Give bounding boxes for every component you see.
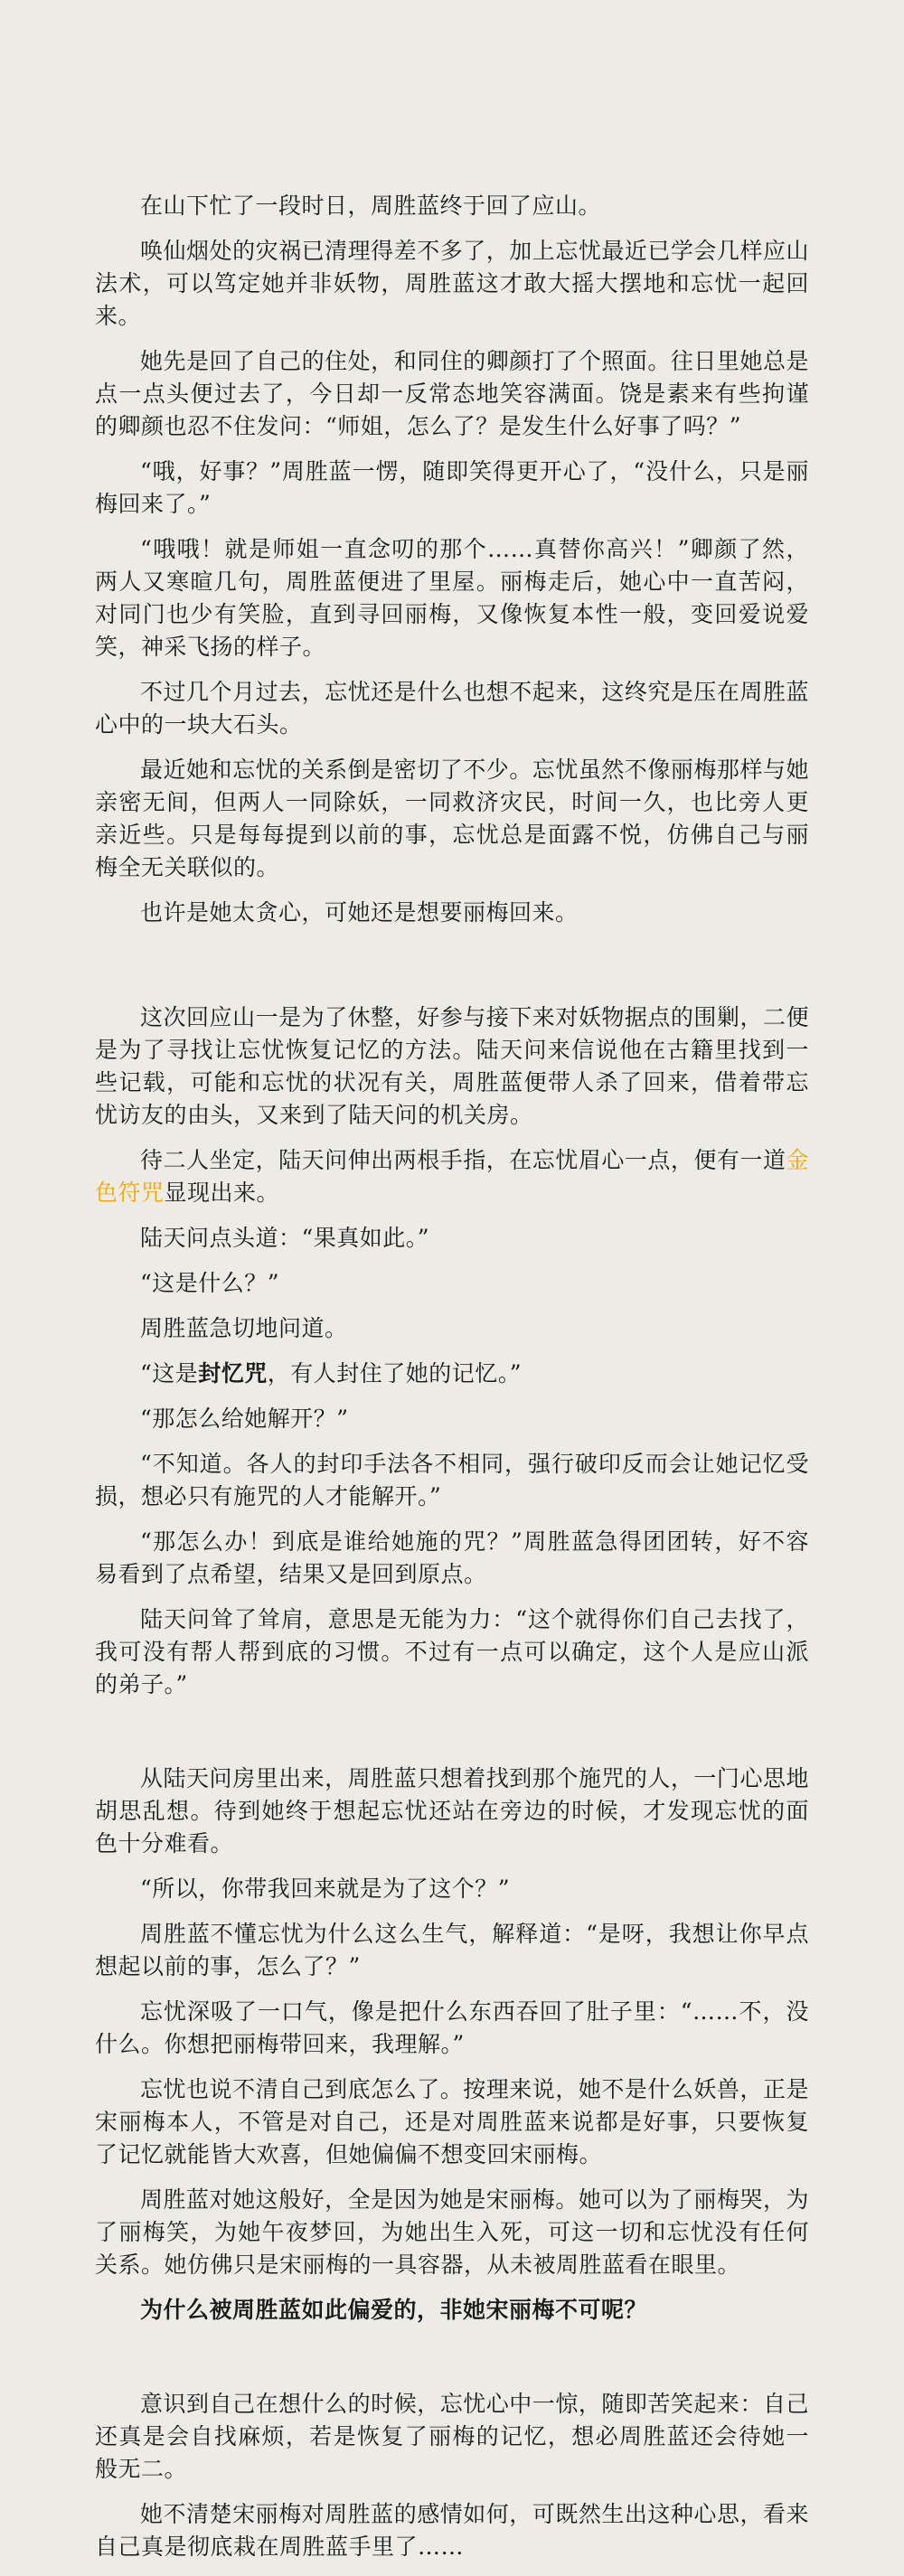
- paragraph: “哦哦！就是师姐一直念叨的那个……真替你高兴！”卿颜了然，两人又寒暄几句，周胜蓝便进了里屋。丽梅走后，她心中一直苦闷，对同门也少有笑脸，直到寻回丽梅，又像恢复本性一般，变回爱说爱笑，神采飞扬的样子。: [95, 536, 809, 660]
- section-gap: [95, 1714, 809, 1763]
- paragraph: 周胜蓝急切地问道。: [140, 1315, 348, 1341]
- paragraph: [95, 1358, 809, 1390]
- paragraph: 她先是回了自己的住处，和同住的卿颜打了个照面。往日里她总是点一点头便过去了，今日却一反常态地笑容满面。饶是素来有些拘谨的卿颜也忍不住发问：“师姐，怎么了？是发生什么好事了吗？”: [95, 348, 809, 439]
- paragraph: 她不清楚宋丽梅对周胜蓝的感情如何，可既然生出这种心思，看来自己真是彻底栽在周胜蓝手里了……: [95, 2501, 809, 2560]
- golden-talisman-highlight: 金色符咒: [95, 1147, 809, 1206]
- paragraph: 忘忧深吸了一口气，像是把什么东西吞回了肚子里：“……不，没什么。你想把丽梅带回来，我理解。”: [95, 1998, 809, 2057]
- paragraph: 陆天问耸了耸肩，意思是无能为力：“这个就得你们自己去找了，我可没有帮人帮到底的习惯。不过有一点可以确定，这个人是应山派的弟子。”: [95, 1606, 809, 1697]
- text-span: ，有人封住了她的记忆。”: [267, 1360, 523, 1387]
- text-span: 显现出来。: [164, 1180, 280, 1206]
- paragraph: 最近她和忘忧的关系倒是密切了不少。忘忧虽然不像丽梅那样与她亲密无间，但两人一同除妖，一同救济灾民，时间一久，也比旁人更亲近些。只是每每提到以前的事，忘忧总是面露不悦，仿佛自己与丽梅全无关联似的。: [95, 757, 809, 880]
- paragraph: 周胜蓝对她这般好，全是因为她是宋丽梅。她可以为了丽梅哭，为了丽梅笑，为她午夜梦回，为她出生入死，可这一切和忘忧没有任何关系。她仿佛只是宋丽梅的一具容器，从未被周胜蓝看在眼里。: [95, 2186, 809, 2278]
- paragraph: “所以，你带我回来就是为了这个？”: [140, 1876, 511, 1902]
- paragraph: 也许是她太贪心，可她还是想要丽梅回来。: [140, 899, 579, 926]
- paragraph: “这是什么？”: [140, 1270, 280, 1296]
- paragraph: [95, 1144, 809, 1209]
- paragraph: 这次回应山一是为了休整，好参与接下来对妖物据点的围剿，二便是为了寻找让忘忧恢复记忆的方法。陆天问来信说他在古籍里找到一些记载，可能和忘忧的状况有关，周胜蓝便带人杀了回来，借着带忘忧访友的由头，又来到了陆天问的机关房。: [95, 1004, 809, 1128]
- bold-question-line: 为什么被周胜蓝如此偏爱的，非她宋丽梅不可呢？: [140, 2297, 648, 2323]
- text-span: “这是: [140, 1360, 199, 1387]
- paragraph: 唤仙烟处的灾祸已清理得差不多了，加上忘忧最近已学会几样应山法术，可以笃定她并非妖物，周胜蓝这才敢大摇大摆地和忘忧一起回来。: [95, 238, 809, 329]
- paragraph: “那怎么给她解开？”: [140, 1406, 349, 1432]
- text-span: 待二人坐定，陆天问伸出两根手指，在忘忧眉心一点，便有一道: [140, 1147, 786, 1173]
- story-article: [95, 190, 809, 2576]
- paragraph: 周胜蓝不懂忘忧为什么这么生气，解释道：“是呀，我想让你早点想起以前的事，怎么了？”: [95, 1921, 809, 1979]
- paragraph: 在山下忙了一段时日，周胜蓝终于回了应山。: [140, 193, 602, 219]
- paragraph: 意识到自己在想什么的时候，忘忧心中一惊，随即苦笑起来：自己还真是会自找麻烦，若是恢复了丽梅的记忆，想必周胜蓝还会待她一般无二。: [95, 2391, 809, 2482]
- paragraph: “不知道。各人的封印手法各不相同，强行破印反而会让她记忆受损，想必只有施咒的人才能解开。”: [95, 1451, 809, 1509]
- paragraph: “那怎么办！到底是谁给她施的咒？”周胜蓝急得团团转，好不容易看到了点希望，结果又是回到原点。: [95, 1528, 809, 1587]
- paragraph: “哦，好事？”周胜蓝一愣，随即笑得更开心了，“没什么，只是丽梅回来了。”: [95, 458, 809, 517]
- section-gap: [95, 2339, 809, 2388]
- section-gap: [95, 942, 809, 1001]
- paragraph: 不过几个月过去，忘忧还是什么也想不起来，这终究是压在周胜蓝心中的一块大石头。: [95, 679, 809, 738]
- paragraph: 忘忧也说不清自己到底怎么了。按理来说，她不是什么妖兽，正是宋丽梅本人，不管是对自己，还是对周胜蓝来说都是好事，只要恢复了记忆就能皆大欢喜，但她偏偏不想变回宋丽梅。: [95, 2076, 809, 2167]
- paragraph: 从陆天问房里出来，周胜蓝只想着找到那个施咒的人，一门心思地胡思乱想。待到她终于想起忘忧还站在旁边的时候，才发现忘忧的面色十分难看。: [95, 1765, 809, 1857]
- memory-seal-term: 封忆咒: [198, 1360, 268, 1387]
- paragraph: 陆天问点头道：“果真如此。”: [140, 1225, 430, 1251]
